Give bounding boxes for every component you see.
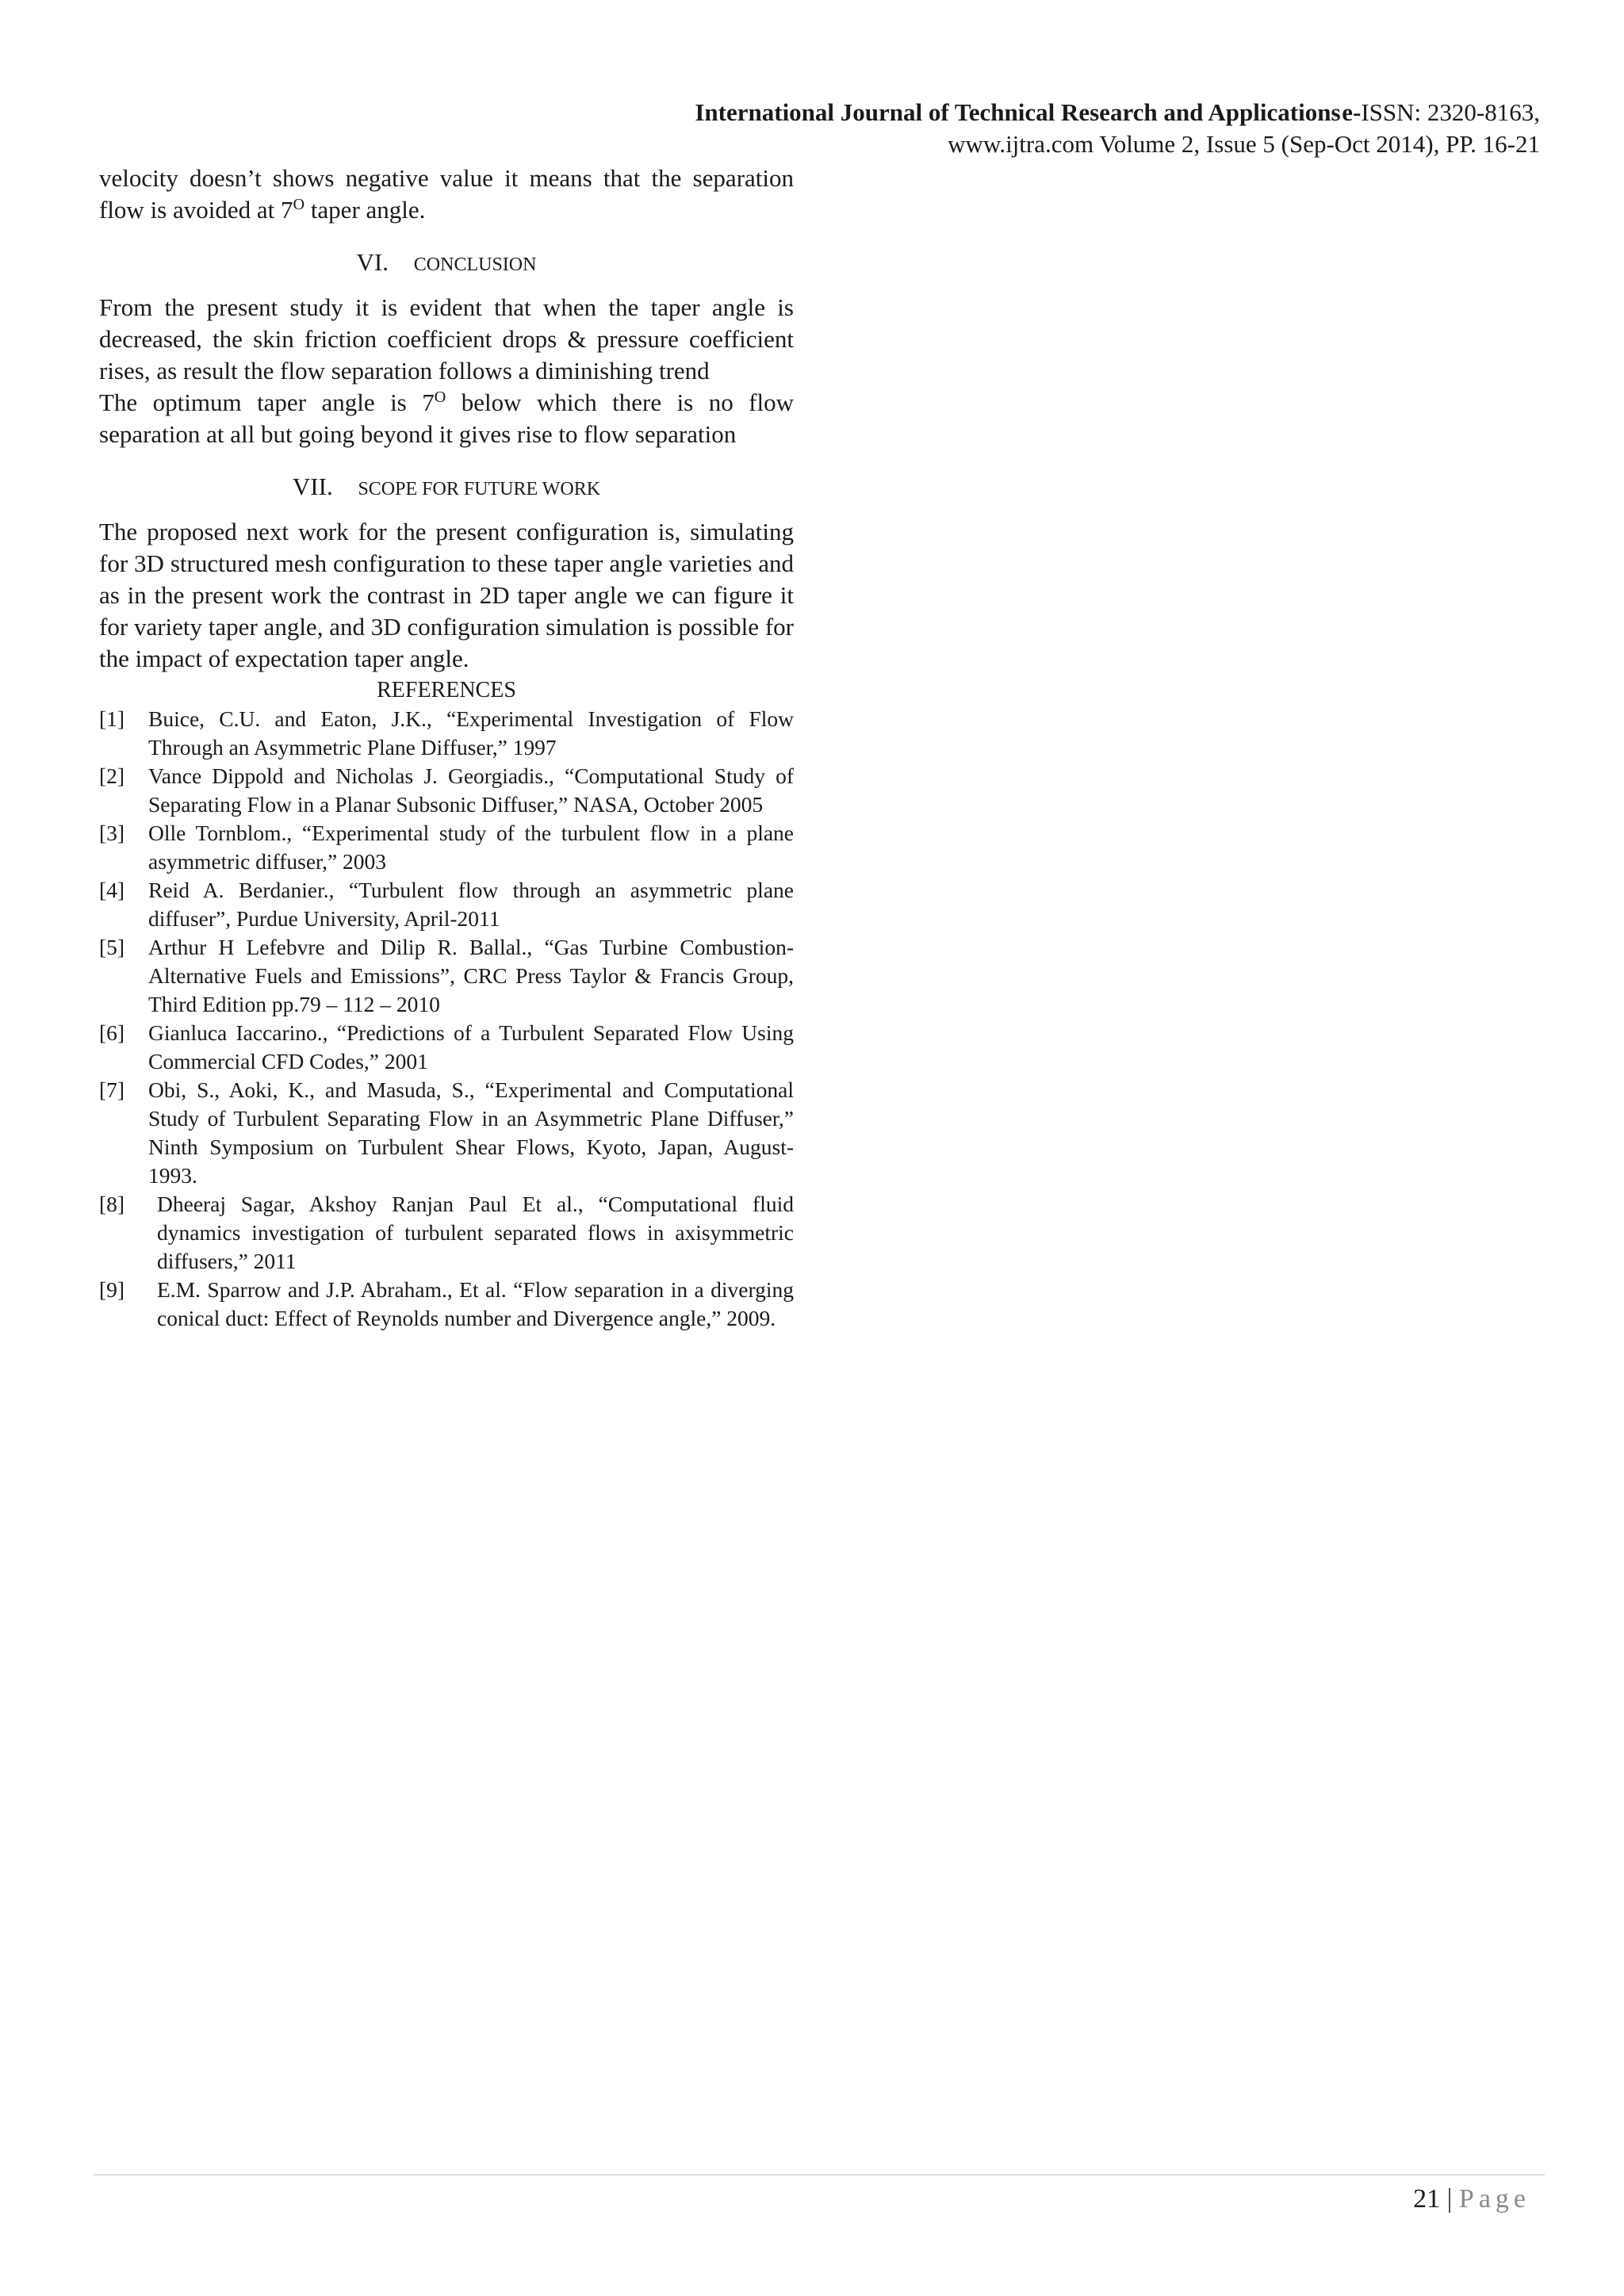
- intro-paragraph: [99, 163, 794, 226]
- page-label: Page: [1458, 2184, 1530, 2214]
- reference-text: Obi, S., Aoki, K., and Masuda, S., “Experimental and Computational Study of Turbulent Separating Flow in an Asymmetric Plane Diffuser,” Ninth Symposium on Turbulent Shear Flows, Kyoto, Japan, August-1993.: [148, 1077, 794, 1188]
- reference-list: [99, 705, 794, 1333]
- reference-text: Gianluca Iaccarino., “Predictions of a Turbulent Separated Flow Using Commercial CFD Codes,” 2001: [148, 1020, 794, 1073]
- reference-item: [99, 705, 794, 762]
- reference-number: [7]: [99, 1077, 125, 1102]
- journal-name: International Journal of Technical Research and Applications: [695, 98, 1341, 126]
- conclusion-title: CONCLUSION: [413, 254, 537, 275]
- reference-text: Olle Tornblom., “Experimental study of the turbulent flow in a plane asymmetric diffuser,” 2003: [148, 821, 794, 874]
- reference-item: [99, 933, 794, 1019]
- reference-number: [1]: [99, 706, 125, 731]
- intro-text-after: taper angle.: [304, 196, 426, 224]
- reference-text: Buice, C.U. and Eaton, J.K., “Experimental Investigation of Flow Through an Asymmetric Plane Diffuser,” 1997: [148, 706, 794, 760]
- reference-number: [3]: [99, 821, 125, 845]
- reference-item: [99, 1276, 794, 1333]
- footer-separator: |: [1446, 2184, 1453, 2214]
- reference-item: [99, 1076, 794, 1190]
- reference-text: Reid A. Berdanier., “Turbulent flow through an asymmetric plane diffuser”, Purdue University, April-2011: [148, 878, 794, 931]
- header-line-1: [695, 97, 1540, 128]
- conclusion-heading: [99, 247, 794, 281]
- reference-text: Dheeraj Sagar, Akshoy Ranjan Paul Et al., “Computational fluid dynamics investigation of turbulent separated flows in axisymmetric diffusers,” 2011: [157, 1192, 794, 1273]
- reference-number: [9]: [99, 1277, 125, 1302]
- reference-item: [99, 762, 794, 819]
- reference-number: [4]: [99, 878, 125, 902]
- issn: ISSN: 2320-8163,: [1361, 98, 1540, 126]
- reference-number: [8]: [99, 1192, 125, 1216]
- issn-prefix: e-: [1342, 98, 1362, 126]
- reference-number: [2]: [99, 763, 125, 788]
- reference-item: [99, 1190, 794, 1276]
- header-line-2: www.ijtra.com Volume 2, Issue 5 (Sep-Oct 2014), PP. 16-21: [948, 130, 1540, 158]
- conclusion-p2-before: The optimum taper angle is 7: [99, 388, 435, 416]
- degree-superscript: O: [293, 195, 305, 213]
- reference-item: [99, 819, 794, 876]
- conclusion-paragraph-2: [99, 387, 794, 450]
- left-column: [99, 163, 794, 1333]
- future-work-paragraph: The proposed next work for the present configuration is, simulating for 3D structured mesh configuration to these taper angle varieties and as in the present work the contrast in 2D taper angle we can figure it for variety taper angle, and 3D configuration simulation is possible for the impact of expectation taper angle.: [99, 518, 794, 672]
- reference-number: [5]: [99, 935, 125, 959]
- footer-divider: [94, 2174, 1545, 2175]
- reference-text: Arthur H Lefebvre and Dilip R. Ballal., “Gas Turbine Combustion-Alternative Fuels and Emissions”, CRC Press Taylor & Francis Group, Third Edition pp.79 – 112 – 2010: [148, 935, 794, 1016]
- future-work-title: SCOPE FOR FUTURE WORK: [358, 479, 601, 499]
- reference-item: [99, 1019, 794, 1076]
- intro-text-before: velocity doesn’t shows negative value it means that the separation flow is avoided at 7: [99, 164, 794, 224]
- reference-text: Vance Dippold and Nicholas J. Georgiadis., “Computational Study of Separating Flow in a Planar Subsonic Diffuser,” NASA, October 2005: [148, 763, 794, 817]
- conclusion-number: VI.: [356, 248, 389, 276]
- future-work-number: VII.: [292, 473, 333, 500]
- running-header: [695, 97, 1540, 160]
- page-footer: [1413, 2182, 1530, 2217]
- reference-item: [99, 876, 794, 933]
- degree-superscript: O: [434, 388, 446, 406]
- conclusion-p2-after: below which there is no flow separation at all but going beyond it gives rise to flow separation: [99, 388, 794, 448]
- future-work-heading: [99, 471, 794, 505]
- conclusion-paragraph-1: From the present study it is evident that when the taper angle is decreased, the skin friction coefficient drops & pressure coefficient rises, as result the flow separation follows a diminishing trend: [99, 293, 794, 385]
- references-title: REFERENCES: [377, 678, 516, 702]
- page-number: 21: [1413, 2184, 1441, 2214]
- reference-number: [6]: [99, 1020, 125, 1045]
- reference-text: E.M. Sparrow and J.P. Abraham., Et al. “Flow separation in a diverging conical duct: Effect of Reynolds number and Divergence angle,” 2009.: [157, 1277, 794, 1330]
